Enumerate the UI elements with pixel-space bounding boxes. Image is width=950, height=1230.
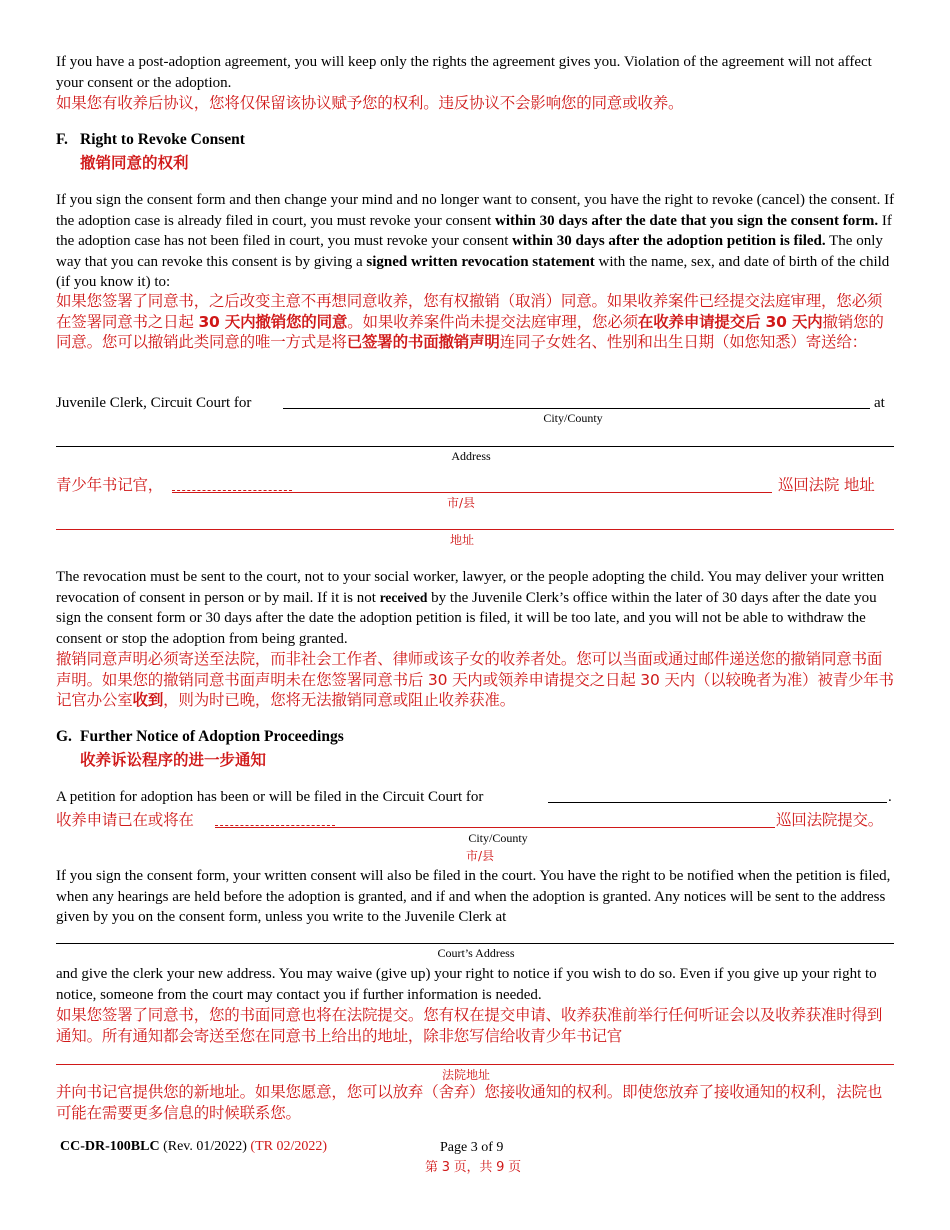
waive-paragraph-en: and give the clerk your new address. You may waive (give up) your right to notice if you wish to do so. Even if you give up your right to notice, someone from the court may contact you if further information is needed.: [56, 966, 877, 1003]
address-field-zh[interactable]: [56, 529, 894, 530]
waive-paragraph-zh: 并向书记官提供您的新地址。如果您愿意，您可以放弃（舍弃）您接收通知的权利。即使您放弃了接收通知的权利，法院也可能在需要更多信息的时候联系您。: [56, 1083, 883, 1122]
courts-address-field[interactable]: [56, 943, 894, 944]
petition-city-caption-zh: 市/县: [465, 849, 495, 863]
agreement-paragraph-zh: 如果您有收养后协议，您将仅保留该协议赋予您的权利。违反协议不会影响您的同意或收养。: [56, 94, 684, 112]
city-county-caption: City/County: [543, 411, 603, 425]
address-caption: Address: [451, 449, 491, 463]
form-id: CC-DR-100BLC: [60, 1139, 160, 1154]
courts-address-field-zh[interactable]: [56, 1064, 894, 1065]
city-county-field[interactable]: [283, 408, 870, 409]
petition-city-caption: City/County: [468, 831, 528, 845]
section-g-letter: G.: [56, 728, 72, 745]
clerk-label: Juvenile Clerk, Circuit Court for: [56, 395, 252, 411]
notice-paragraph-zh: 如果您签署了同意书，您的书面同意也将在法院提交。您有权在提交申请、收养获准前举行任何听证会以及收养获准时得到通知。所有通知都会寄送至您在同意书上给出的地址，除非您写信给收青少年书记官: [56, 1006, 883, 1045]
page-number-zh: 第 3 页，共 9 页: [425, 1160, 521, 1175]
petition-court-field[interactable]: [548, 802, 887, 803]
courts-address-caption: Court’s Address: [437, 946, 515, 960]
form-rev: (Rev. 01/2022): [163, 1139, 247, 1154]
section-g-title: Further Notice of Adoption Proceedings: [80, 728, 344, 745]
revocation-delivery-zh: 撤销同意声明必须寄送至法院，而非社会工作者、律师或该子女的收养者处。您可以当面或通过邮件递送您的撤销同意书面声明。如果您的撤销同意书面声明未在您签署同意书后 30 天内或领养申请提交之日起 30 天内（以较晚者为准）被青少年书记官办公室收到，则为时已晚，您将无法撤销同意或阻止收养获准。: [56, 650, 894, 709]
revoke-paragraph-zh: 如果您签署了同意书，之后改变主意不再想同意收养，您有权撤销（取消）同意。如果收养案件已经提交法庭审理，您必须在签署同意书之日起 30 天内撤销您的同意。如果收养案件尚未提交法庭审理，您必须在收养申请提交后 30 天内撤销您的同意。您可以撤销此类同意的唯一方式是将已签署的书面撤销声明连同子女姓名、性别和出生日期（如您知悉）寄送给：: [56, 292, 884, 351]
clerk-tail-zh: 巡回法院 地址: [778, 476, 875, 494]
city-county-caption-zh: 市/县: [446, 496, 476, 510]
petition-period: .: [888, 789, 892, 805]
petition-tail-zh: 巡回法院提交。: [776, 811, 884, 829]
address-caption-zh: 地址: [449, 533, 474, 547]
city-county-field-zh[interactable]: [172, 492, 772, 493]
form-tr: (TR 02/2022): [250, 1139, 328, 1154]
section-f-letter: F.: [56, 131, 68, 148]
courts-address-caption-zh: 法院地址: [441, 1068, 490, 1082]
redacted-mark: [172, 490, 292, 491]
section-g-title-zh: 收养诉讼程序的进一步通知: [80, 751, 267, 769]
section-f-title: Right to Revoke Consent: [80, 131, 245, 148]
revocation-delivery-en: The revocation must be sent to the court, not to your social worker, lawyer, or the people adopting the child. You may deliver your written revocation of consent in person or by mail. If it is not received by the Juvenile Clerk’s office within the later of 30 days after the date you sign the consent form or 30 days after the date the adoption petition is filed, it will be too late, and you will not be able to withdraw the consent or stop the adoption from being granted.: [56, 569, 885, 647]
address-field[interactable]: [56, 446, 894, 447]
clerk-at-label: at: [874, 395, 885, 411]
section-f-title-zh: 撤销同意的权利: [80, 154, 189, 172]
redacted-mark-2: [215, 825, 335, 826]
petition-text-en: A petition for adoption has been or will be filed in the Circuit Court for: [56, 789, 484, 805]
footer-form-id-line: [60, 1139, 327, 1155]
page-number: Page 3 of 9: [440, 1140, 504, 1155]
petition-court-field-zh[interactable]: [215, 827, 775, 828]
clerk-label-zh: 青少年书记官，: [56, 476, 164, 494]
agreement-paragraph-en: If you have a post-adoption agreement, you will keep only the rights the agreement gives you. Violation of the agreement will not affect your consent or the adoption.: [56, 54, 872, 91]
petition-text-zh: 收养申请已在或将在: [56, 811, 194, 829]
notice-paragraph-en: If you sign the consent form, your written consent will also be filed in the court. You have the right to be notified when the petition is filed, when any hearings are held before the adoption is granted, and if and when the adoption is granted. Any notices will be sent to the address given by you on the consent form, unless you write to the Juvenile Clerk at: [56, 868, 891, 925]
revoke-paragraph-en: If you sign the consent form and then change your mind and no longer want to consent, you have the right to revoke (cancel) the consent. If the adoption case is already filed in court, you must revoke your consent within 30 days after the date that you sign the consent form. If the adoption case has not been filed in court, you must revoke your consent within 30 days after the adoption petition is filed. The only way that you can revoke this consent is by giving a signed written revocation statement with the name, sex, and date of birth of the child (if you know it) to:: [56, 192, 895, 290]
